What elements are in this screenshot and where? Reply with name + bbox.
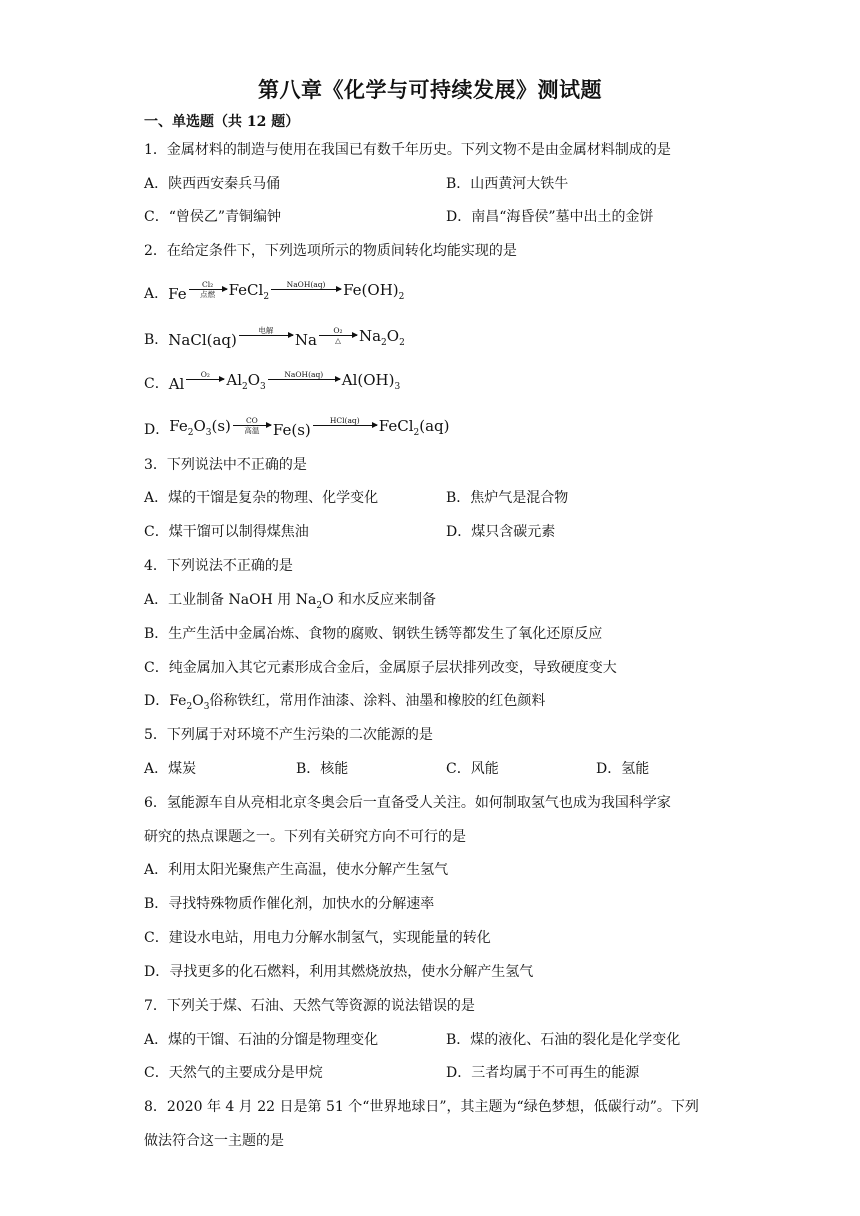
- species: FeCl$_2$(aq): [378, 417, 450, 438]
- reaction-arrow: [189, 280, 227, 299]
- question-6-option-a: A．利用太阳光聚焦产生高温，使水分解产生氢气: [144, 862, 449, 878]
- question-6-option-c: C．建设水电站，用电力分解水制氢气，实现能量的转化: [144, 930, 491, 946]
- question-8-stem-line-1: 8．2020 年 4 月 22 日是第 51 个“世界地球日”，其主题为“绿色梦想，低碳行动”。下列: [144, 1099, 699, 1115]
- question-2-option-b: [144, 324, 405, 355]
- question-7-option-c: C．天然气的主要成分是甲烷: [144, 1065, 323, 1081]
- condition-above: O₂: [333, 326, 343, 335]
- reaction-arrow: [313, 416, 377, 435]
- question-1-option-b: B．山西黄河大铁牛: [446, 176, 569, 192]
- condition-above: O₂: [200, 370, 210, 379]
- reaction-arrow: [239, 326, 293, 345]
- condition-above: 电解: [258, 326, 274, 335]
- condition-below: 点燃: [200, 290, 216, 299]
- question-7-option-d: D．三者均属于不可再生的能源: [446, 1065, 640, 1081]
- condition-above: NaOH(aq): [284, 370, 324, 379]
- condition-above: Cl₂: [202, 280, 214, 289]
- question-5-option-a: A．煤炭: [144, 761, 197, 777]
- species: Fe: [168, 284, 187, 303]
- question-3-stem: 3．下列说法中不正确的是: [144, 457, 307, 473]
- question-7-option-b: B．煤的液化、石油的裂化是化学变化: [446, 1032, 681, 1048]
- option-label: B．: [144, 331, 169, 348]
- species: $Na_2O_2$: [358, 327, 405, 348]
- question-5-stem: 5．下列属于对环境不产生污染的二次能源的是: [144, 727, 433, 743]
- condition-below: 高温: [244, 426, 260, 435]
- question-3-option-c: C．煤干馏可以制得煤焦油: [144, 524, 309, 540]
- species: Fe(s): [272, 420, 311, 439]
- question-6-option-d: D．寻找更多的化石燃料，利用其燃烧放热，使水分解产生氢气: [144, 964, 534, 980]
- question-5-option-b: B．核能: [296, 761, 349, 777]
- question-4-option-a: A．工业制备 NaOH 用 $Na_2O$ 和水反应来制备: [144, 592, 437, 611]
- question-6-stem-line-2: 研究的热点课题之一。下列有关研究方向不可行的是: [144, 829, 466, 845]
- page-title: 第八章《化学与可持续发展》测试题: [258, 77, 602, 102]
- reaction-arrow: [268, 370, 340, 389]
- question-6-stem-line-1: 6．氢能源车自从亮相北京冬奥会后一直备受人关注。如何制取氢气也成为我国科学家: [144, 795, 671, 811]
- question-4-option-c: C．纯金属加入其它元素形成合金后，金属原子层状排列改变，导致硬度变大: [144, 660, 617, 676]
- condition-above: HCl(aq): [329, 416, 360, 425]
- question-3-option-b: B．焦炉气是混合物: [446, 490, 569, 506]
- question-4-option-b: B．生产生活中金属冶炼、食物的腐败、钢铁生锈等都发生了氧化还原反应: [144, 626, 603, 642]
- species: Al: [168, 374, 185, 393]
- question-1-stem: 1．金属材料的制造与使用在我国已有数千年历史。下列文物不是由金属材料制成的是: [144, 142, 671, 158]
- question-1-option-d: D．南昌“海昏侯”墓中出土的金饼: [446, 209, 654, 225]
- question-3-option-a: A．煤的干馏是复杂的物理、化学变化: [144, 490, 379, 506]
- question-1-option-a: A．陕西西安秦兵马俑: [144, 176, 281, 192]
- question-2-stem: 2．在给定条件下，下列选项所示的物质间转化均能实现的是: [144, 243, 517, 259]
- option-label: A．: [144, 285, 169, 302]
- question-6-option-b: B．寻找特殊物质作催化剂，加快水的分解速率: [144, 896, 435, 912]
- reaction-arrow: [233, 416, 271, 435]
- reaction-arrow: [319, 326, 357, 345]
- question-5-option-c: C．风能: [446, 761, 499, 777]
- species: Na: [294, 330, 317, 349]
- option-label: C．: [144, 375, 169, 392]
- reaction-arrow: [186, 370, 224, 389]
- condition-above: CO: [245, 416, 258, 425]
- question-7-stem: 7．下列关于煤、石油、天然气等资源的说法错误的是: [144, 998, 475, 1014]
- section-heading: 一、单选题（共 12 题）: [144, 114, 300, 130]
- species: $Fe(OH)_2$: [343, 281, 405, 302]
- condition-above: NaOH(aq): [286, 280, 326, 289]
- species: $Al_2O_3$: [226, 371, 266, 392]
- question-2-option-d: [144, 414, 450, 445]
- question-7-option-a: A．煤的干馏、石油的分馏是物理变化: [144, 1032, 379, 1048]
- question-2-option-c: [144, 368, 400, 399]
- question-8-stem-line-2: 做法符合这一主题的是: [144, 1133, 284, 1149]
- species: NaCl(aq): [168, 330, 237, 349]
- species: $Fe_2O_3(s)$: [169, 417, 231, 438]
- question-5-option-d: D．氢能: [596, 761, 650, 777]
- reaction-arrow: [271, 280, 341, 299]
- question-4-option-d: D．$Fe_2O_3$俗称铁红，常用作油漆、涂料、油墨和橡胶的红色颜料: [144, 693, 546, 712]
- question-1-option-c: C．“曾侯乙”青铜编钟: [144, 209, 282, 225]
- condition-below: △: [335, 336, 341, 345]
- question-3-option-d: D．煤只含碳元素: [446, 524, 556, 540]
- question-4-stem: 4．下列说法不正确的是: [144, 558, 293, 574]
- species: FeCl$_2$: [228, 281, 270, 302]
- question-2-option-a: [144, 278, 404, 309]
- species: $Al(OH)_3$: [341, 371, 401, 392]
- option-label: D．: [144, 421, 170, 438]
